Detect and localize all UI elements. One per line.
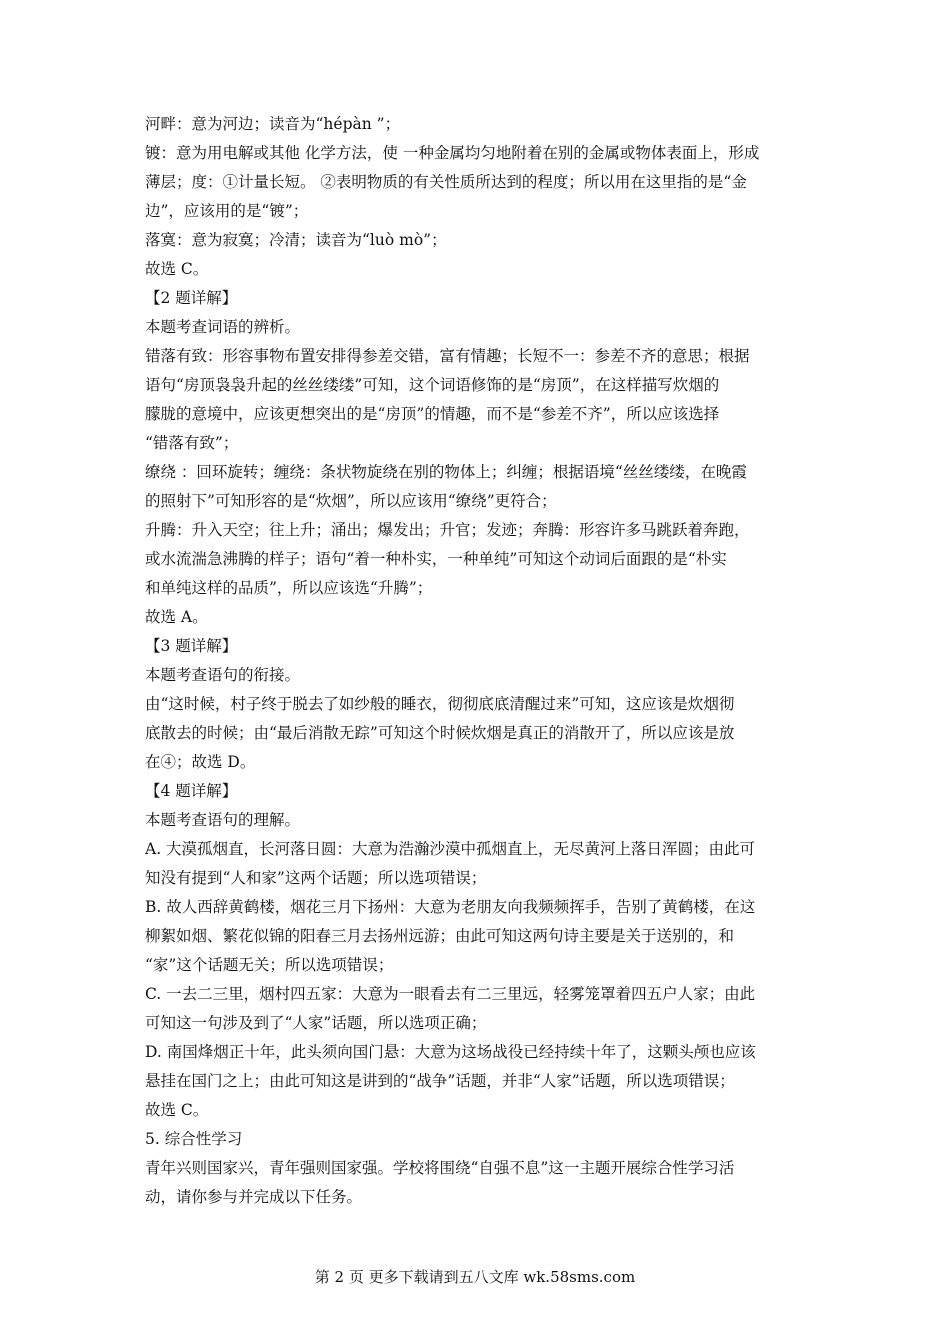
section-heading: 【4 题详解】 [145, 782, 238, 800]
text-line: 本题考查语句的理解。 [145, 811, 301, 829]
text-line: “家”这个话题无关；所以选项错误； [145, 956, 394, 974]
text-line: 的照射下”可知形容的是“炊烟”，所以应该用“缭绕”更符合； [145, 492, 557, 510]
text-line: 朦胧的意境中，应该更想突出的是“房顶”的情趣，而不是“参差不齐”，所以应该选择 [145, 405, 720, 423]
text-line: 落寞：意为寂寞；冷清；读音为“luò mò”； [145, 231, 447, 249]
text-line: 底散去的时候；由“最后消散无踪”可知这个时候炊烟是真正的消散开了，所以应该是放 [145, 724, 735, 742]
text-line: 知没有提到“人和家”这两个话题；所以选项错误； [145, 869, 487, 887]
text-line: 青年兴则国家兴，青年强则国家强。学校将围绕“自强不息”这一主题开展综合性学习活 [145, 1159, 735, 1177]
text-line: 悬挂在国门之上；由此可知这是讲到的“战争”话题，并非“人家”话题，所以选项错误； [145, 1072, 735, 1090]
text-line: 故选 C。 [145, 1101, 209, 1119]
text-line: D. 南国烽烟正十年，此头须向国门悬：大意为这场战役已经持续十年了，这颗头颅也应该 [145, 1043, 756, 1061]
text-line: 或水流湍急沸腾的样子；语句“着一种朴实，一种单纯”可知这个动词后面跟的是“朴实 [145, 550, 727, 568]
question-title: 5. 综合性学习 [145, 1130, 243, 1148]
text-line: 柳絮如烟、繁花似锦的阳春三月去扬州远游；由此可知这两句诗主要是关于送别的，和 [145, 927, 735, 945]
text-line: 边”，应该用的是“镀”； [145, 202, 309, 220]
text-line: 故选 C。 [145, 260, 209, 278]
text-line: 语句“房顶袅袅升起的丝丝缕缕”可知，这个词语修饰的是“房顶”，在这样描写炊烟的 [145, 376, 720, 394]
text-line: 本题考查语句的衔接。 [145, 666, 301, 684]
text-line: 动，请你参与并完成以下任务。 [145, 1188, 363, 1206]
text-line: 故选 A。 [145, 608, 208, 626]
text-line: 河畔：意为河边；读音为“hépàn ”； [145, 115, 401, 133]
section-heading: 【2 题详解】 [145, 289, 238, 307]
text-line: 升腾：升入天空；往上升；涌出；爆发出；升官；发迹；奔腾：形容许多马跳跃着奔跑， [145, 521, 750, 539]
text-line: 在④；故选 D。 [145, 753, 256, 771]
text-line: B. 故人西辞黄鹤楼，烟花三月下扬州：大意为老朋友向我频频挥手，告别了黄鹤楼，在这 [145, 898, 756, 916]
text-line: 可知这一句涉及到了“人家”话题，所以选项正确； [145, 1014, 487, 1032]
section-heading: 【3 题详解】 [145, 637, 238, 655]
text-line: 薄层；度：①计量长短。 ②表明物质的有关性质所达到的程度；所以用在这里指的是“金 [145, 173, 747, 191]
document-body [145, 110, 815, 1212]
text-line: C. 一去二三里，烟村四五家：大意为一眼看去有二三里远，轻雾笼罩着四五户人家；由此 [145, 985, 756, 1003]
text-line: 镀：意为用电解或其他 化学方法，使 一种金属均匀地附着在别的金属或物体表面上，形成 [145, 144, 760, 162]
text-line: 错落有致：形容事物布置安排得参差交错，富有情趣；长短不一：参差不齐的意思；根据 [145, 347, 750, 365]
text-line: “错落有致”； [145, 434, 239, 452]
text-line: 本题考查词语的辨析。 [145, 318, 301, 336]
page-footer: 第 2 页 更多下载请到五八文库 wk.58sms.com [314, 1268, 636, 1286]
text-line: 缭绕 ：回环旋转；缠绕：条状物旋绕在别的物体上；纠缠；根据语境“丝丝缕缕，在晚霞 [145, 463, 747, 481]
text-line: 和单纯这样的品质”，所以应该选“升腾”； [145, 579, 433, 597]
text-line: A. 大漠孤烟直，长河落日圆：大意为浩瀚沙漠中孤烟直上，无尽黄河上落日浑圆；由此可 [145, 840, 756, 858]
text-line: 由“这时候，村子终于脱去了如纱般的睡衣，彻彻底底清醒过来”可知，这应该是炊烟彻 [145, 695, 735, 713]
